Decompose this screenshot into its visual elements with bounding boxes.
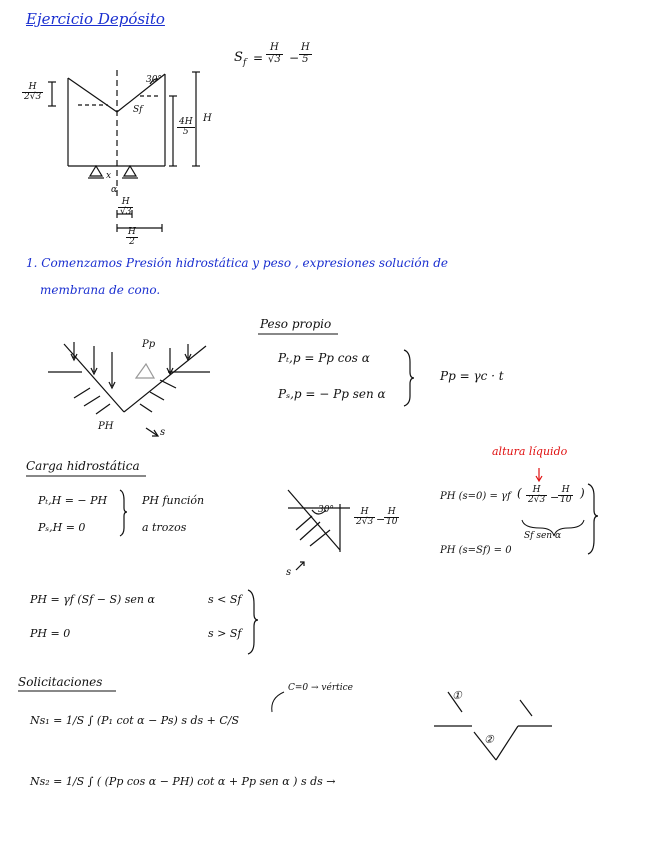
piecewise-eq2: PH = 0 bbox=[30, 627, 71, 640]
tank-bottom-dim2-num: H bbox=[128, 227, 136, 237]
solutions-vertex-note: C=0 → vértice bbox=[288, 683, 353, 693]
hydro-fig-s: s bbox=[286, 567, 292, 578]
cone-fig-pp-label: Pp bbox=[142, 339, 156, 350]
tank-right-dim-num: 4H bbox=[179, 117, 193, 127]
tank-angle-label: 30° bbox=[146, 75, 162, 85]
hydro-note1: PH función bbox=[142, 494, 205, 507]
tank-bottom-dim1-num: H bbox=[118, 198, 133, 208]
piecewise-cond1: s < Sf bbox=[208, 593, 242, 606]
solutions-eq2: Ns₂ = 1/S ∫ ( (Pp cos α − PH) cot α + Pp sen α ) s ds → bbox=[30, 775, 336, 788]
hydro-eq1: Pₜ,H = − PH bbox=[38, 494, 108, 507]
brace-piecewise bbox=[248, 590, 258, 654]
hydro-fig-frac1-den: 2√3 bbox=[356, 517, 374, 528]
ph-s0-paren-close: ) bbox=[580, 486, 585, 500]
hydro-fig-frac2-num: H bbox=[384, 508, 399, 518]
sf-formula-minus: − bbox=[289, 51, 300, 65]
hydro-small-diagram bbox=[288, 490, 350, 570]
tank-left-dim-den: 2√3 bbox=[24, 92, 42, 103]
hydro-fig-frac2 bbox=[384, 508, 399, 528]
ph-s0-lhs: PH (s=0) = γf bbox=[440, 491, 511, 502]
page-title: Ejercicio Depósito bbox=[26, 10, 165, 28]
piecewise-eq1: PH = γf (Sf − S) sen α bbox=[30, 593, 155, 606]
sf-frac2-den: 5 bbox=[302, 53, 309, 65]
sf-frac1-num: H bbox=[266, 43, 283, 55]
ph-s0-minus: − bbox=[550, 491, 560, 504]
brace-peso bbox=[404, 350, 414, 406]
hydro-red-note: altura líquido bbox=[492, 445, 568, 458]
sf-formula-eq: = bbox=[253, 51, 264, 65]
hydro-fig-frac1 bbox=[354, 508, 375, 528]
section1-line1: 1. Comenzamos Presión hidrostática y peso , expresiones solución de bbox=[26, 256, 448, 270]
ph-s0-frac2-den: 10 bbox=[560, 495, 572, 506]
tank-bottom-dim2-den: 2 bbox=[129, 237, 135, 248]
brace-hydro bbox=[120, 490, 127, 536]
hydro-note2: a trozos bbox=[142, 521, 187, 534]
solutions-title: Solicitaciones bbox=[18, 675, 103, 689]
hydro-fig-minus: − bbox=[376, 513, 386, 526]
ph-s0-paren-open: ( bbox=[517, 486, 522, 500]
cone-fig-s-label: s bbox=[160, 427, 166, 438]
hydro-fig-angle: 30° bbox=[318, 505, 334, 515]
tank-bottom-dim1 bbox=[118, 198, 133, 218]
red-arrow bbox=[536, 468, 542, 481]
section1-line2: membrana de cono. bbox=[40, 283, 161, 297]
ph-s0-frac2-num: H bbox=[558, 486, 573, 496]
hydro-eq2: Pₛ,H = 0 bbox=[38, 521, 86, 534]
ph-s0-frac1 bbox=[526, 486, 547, 506]
tank-right-dim-den: 5 bbox=[182, 127, 189, 138]
ph-s0-frac2 bbox=[558, 486, 573, 506]
solutions-eq1: Ns₁ = 1/S ∫ (P₁ cot α − Ps) s ds + C/S bbox=[30, 714, 240, 727]
solutions-diagram bbox=[434, 689, 552, 760]
tank-left-dim bbox=[22, 83, 43, 103]
piecewise-cond2: s > Sf bbox=[208, 627, 242, 640]
sf-formula-sub: f bbox=[243, 58, 247, 68]
hydro-title: Carga hidrostática bbox=[26, 459, 140, 473]
hydro-fig-frac1-num: H bbox=[354, 508, 375, 518]
hydro-fig-frac2-den: 10 bbox=[386, 517, 398, 528]
sf-frac2-num: H bbox=[301, 42, 310, 53]
tank-right-dim bbox=[177, 118, 195, 138]
tank-sf-label: Sf bbox=[133, 105, 143, 115]
tank-alpha-label: α bbox=[111, 185, 118, 195]
sf-frac1-den: √3 bbox=[268, 53, 281, 65]
tank-support-label: x bbox=[106, 171, 112, 181]
brace-ph bbox=[588, 484, 598, 554]
tank-left-dim-num: H bbox=[22, 83, 43, 93]
sf-formula-lhs: S bbox=[234, 50, 243, 65]
weight-eq2: Pₛ,p = − Pp sen α bbox=[278, 387, 386, 401]
tank-bottom-dim2 bbox=[126, 228, 138, 248]
weight-eq1: Pₜ,p = Pp cos α bbox=[278, 351, 370, 365]
tank-bottom-dim1-den: √3 bbox=[120, 207, 132, 218]
ph-s0-underbrace-label: Sf sen α bbox=[524, 531, 562, 541]
cone-fig-ph-label: PH bbox=[98, 421, 114, 432]
solutions-fig-label2: ② bbox=[484, 733, 494, 746]
weight-pp-def: Pp = γc · t bbox=[440, 369, 504, 383]
ph-s0-frac1-num: H bbox=[526, 486, 547, 496]
tank-height-label: H bbox=[203, 113, 212, 124]
cone-load-diagram bbox=[48, 339, 210, 436]
solutions-fig-label1: ① bbox=[452, 689, 462, 702]
ph-s0-frac1-den: 2√3 bbox=[528, 495, 546, 506]
ph-sf-eq: PH (s=Sf) = 0 bbox=[440, 545, 512, 556]
weight-title: Peso propio bbox=[260, 317, 332, 331]
